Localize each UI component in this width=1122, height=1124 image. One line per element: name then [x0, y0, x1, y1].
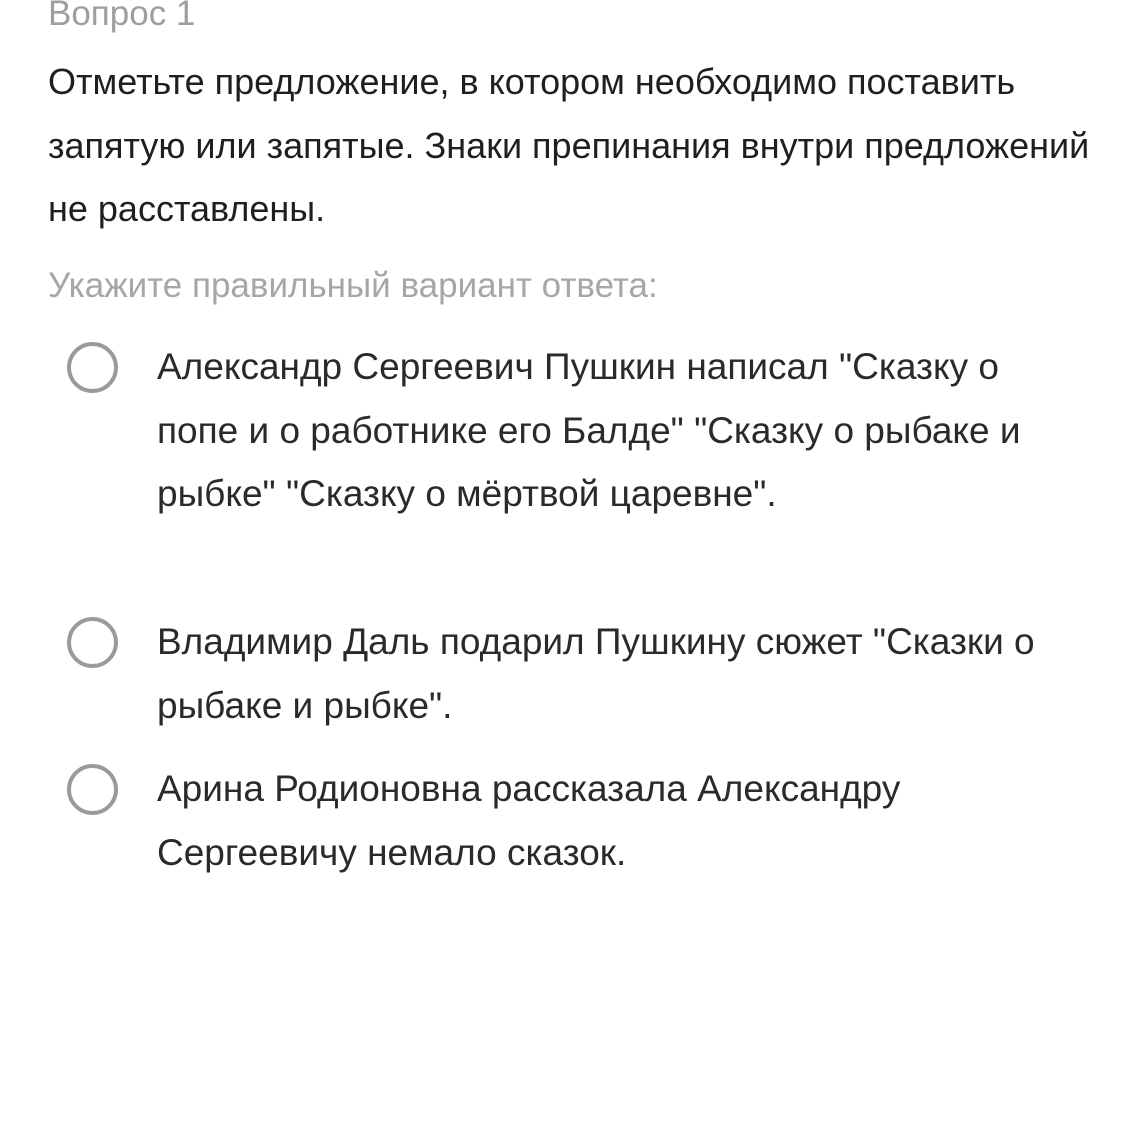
answer-option-label: Владимир Даль подарил Пушкину сюжет "Сказки о рыбаке и рыбке".	[157, 621, 1035, 726]
question-number: Вопрос 1	[48, 0, 196, 33]
question-text: Отметьте предложение, в котором необходимо поставить запятую или запятые. Знаки препинания внутри предложений не расставлены.	[48, 61, 1090, 229]
answer-option-label: Александр Сергеевич Пушкин написал "Сказку о попе и о работнике его Балде" "Сказку о рыбаке и рыбке" "Сказку о мёртвой царевне".	[157, 346, 1021, 514]
answer-instruction: Укажите правильный вариант ответа:	[48, 266, 658, 305]
radio-button-icon[interactable]	[67, 764, 118, 815]
radio-button-icon[interactable]	[67, 342, 118, 393]
radio-button-icon[interactable]	[67, 617, 118, 668]
answer-option-label: Арина Родионовна рассказала Александру Сергеевичу немало сказок.	[157, 768, 901, 873]
